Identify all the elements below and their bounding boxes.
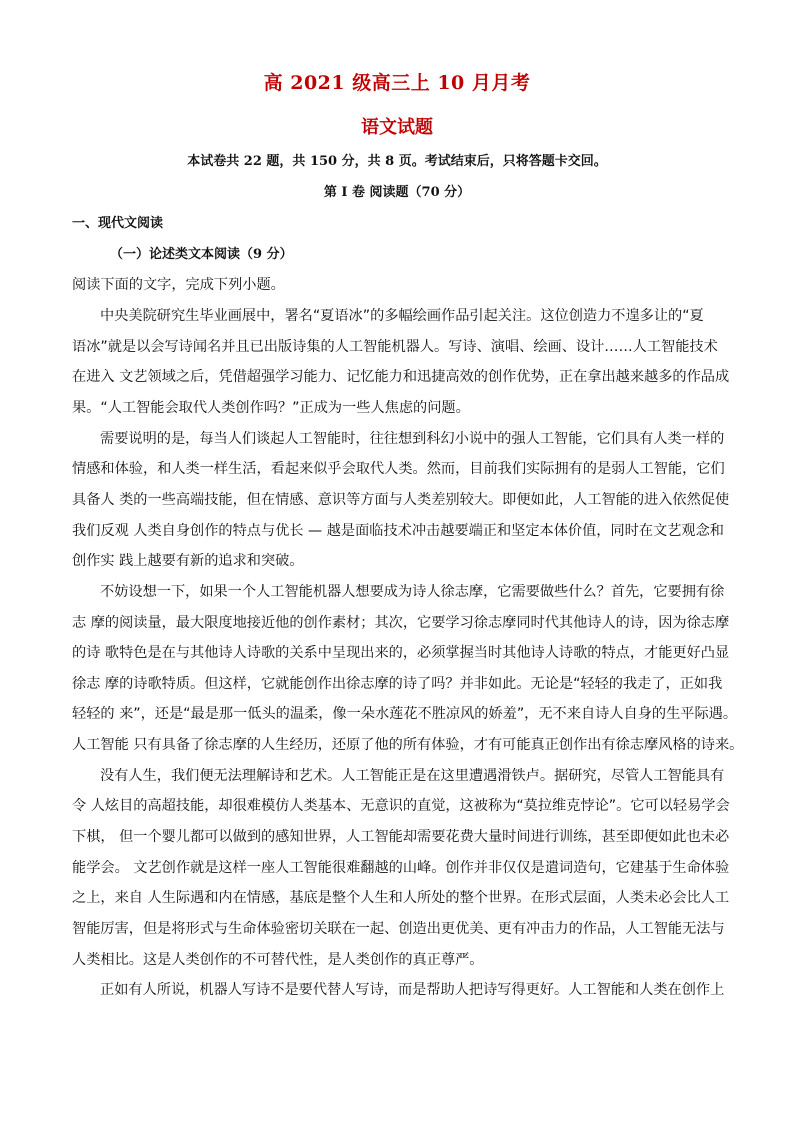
body-line: 在进入 文艺领域之后，凭借超强学习能力、记忆能力和迅捷高效的创作优势，正在拿出越来越多的作品成: [72, 369, 730, 385]
body-line: 没有人生，我们便无法理解诗和艺术。人工智能正是在这里遭遇滑铁卢。据研究，尽管人工智能具有: [100, 768, 725, 784]
body-line: 人工智能 只有具备了徐志摩的人生经历，还原了他的所有体验，才有可能真正创作出有徐志摩风格的诗来。: [72, 737, 744, 753]
body-line: 的诗 歌特色是在与其他诗人诗歌的关系中呈现出来的，必须掌握当时其他诗人诗歌的特点，才能更好凸显: [72, 645, 730, 661]
volume-title: 第 I 卷 阅读题（70 分）: [323, 185, 471, 200]
body-line: 徐志 摩的诗歌特质。但这样，它就能创作出徐志摩的诗了吗？并非如此。无论是“轻轻的我走了，正如我: [72, 676, 723, 692]
section-subheading: （一）论述类文本阅读（9 分）: [110, 247, 293, 262]
body-line: 果。“人工智能会取代人类创作吗？”正成为一些人焦虑的问题。: [72, 400, 470, 416]
body-line: 人类相比。这是人类创作的不可替代性，是人类创作的真正尊严。: [72, 952, 484, 968]
body-line: 志 摩的阅读量，最大限度地接近他的创作素材；其次，它要学习徐志摩同时代其他诗人的诗，因为徐志摩: [72, 615, 730, 631]
body-line: 之上，来自 人生际遇和内在情感，基底是整个人生和人所处的整个世界。在形式层面，人类未必会比人工: [72, 890, 730, 906]
body-line: 情感和体验，和人类一样生活，看起来似乎会取代人类。然而，目前我们实际拥有的是弱人工智能，它们: [72, 461, 725, 477]
reading-prompt: 阅读下面的文字，完成下列小题。: [72, 277, 285, 293]
body-line: 不妨设想一下，如果一个人工智能机器人想要成为诗人徐志摩，它需要做些什么？首先，它要拥有徐: [100, 584, 725, 600]
exam-instructions: 本试卷共 22 题，共 150 分，共 8 页。考试结束后，只将答题卡交回。: [187, 154, 607, 169]
exam-title: 高 2021 级高三上 10 月月考: [263, 72, 531, 94]
body-line: 需要说明的是，每当人们谈起人工智能时，往往想到科幻小说中的强人工智能，它们具有人类一样的: [100, 431, 725, 447]
subject-title: 语文试题: [361, 117, 433, 138]
body-line: 轻轻的 来”，还是“最是那一低头的温柔，像一朵水莲花不胜凉风的娇羞”，无不来自诗人自身的生平际遇。: [72, 706, 738, 722]
body-line: 正如有人所说，机器人写诗不是要代替人写诗，而是帮助人把诗写得更好。人工智能和人类在创作上: [100, 982, 725, 998]
body-line: 智能厉害，但是将形式与生命体验密切关联在一起、创造出更优美、更有冲击力的作品，人工智能无法与: [72, 921, 725, 937]
body-line: 我们反观 人类自身创作的特点与优长 — 越是面临技术冲击越要端正和坚定本体价值，同时在文艺观念和: [72, 523, 724, 539]
body-line: 具备人 类的一些高端技能，但在情感、意识等方面与人类差别较大。即便如此，人工智能的进入依然促使: [72, 492, 730, 508]
body-line: 中央美院研究生毕业画展中，署名“夏语冰”的多幅绘画作品引起关注。这位创造力不遑多让的“夏: [100, 308, 704, 324]
body-line: 下棋， 但一个婴儿都可以做到的感知世界，人工智能却需要花费大量时间进行训练，甚至即便如此也未必: [72, 829, 730, 845]
body-line: 创作实 践上越要有新的追求和突破。: [72, 553, 304, 569]
section-heading: 一、现代文阅读: [72, 216, 164, 231]
body-line: 语冰”就是以会写诗闻名并且已出版诗集的人工智能机器人。写诗、演唱、绘画、设计……人工智能技术: [72, 339, 718, 355]
body-line: 令 人炫目的高超技能，却很难模仿人类基本、无意识的直觉，这被称为“莫拉维克悖论”。它可以轻易学会: [72, 798, 730, 814]
body-line: 能学会。 文艺创作就是这样一座人工智能很难翻越的山峰。创作并非仅仅是遣词造句，它建基于生命体验: [72, 860, 730, 876]
